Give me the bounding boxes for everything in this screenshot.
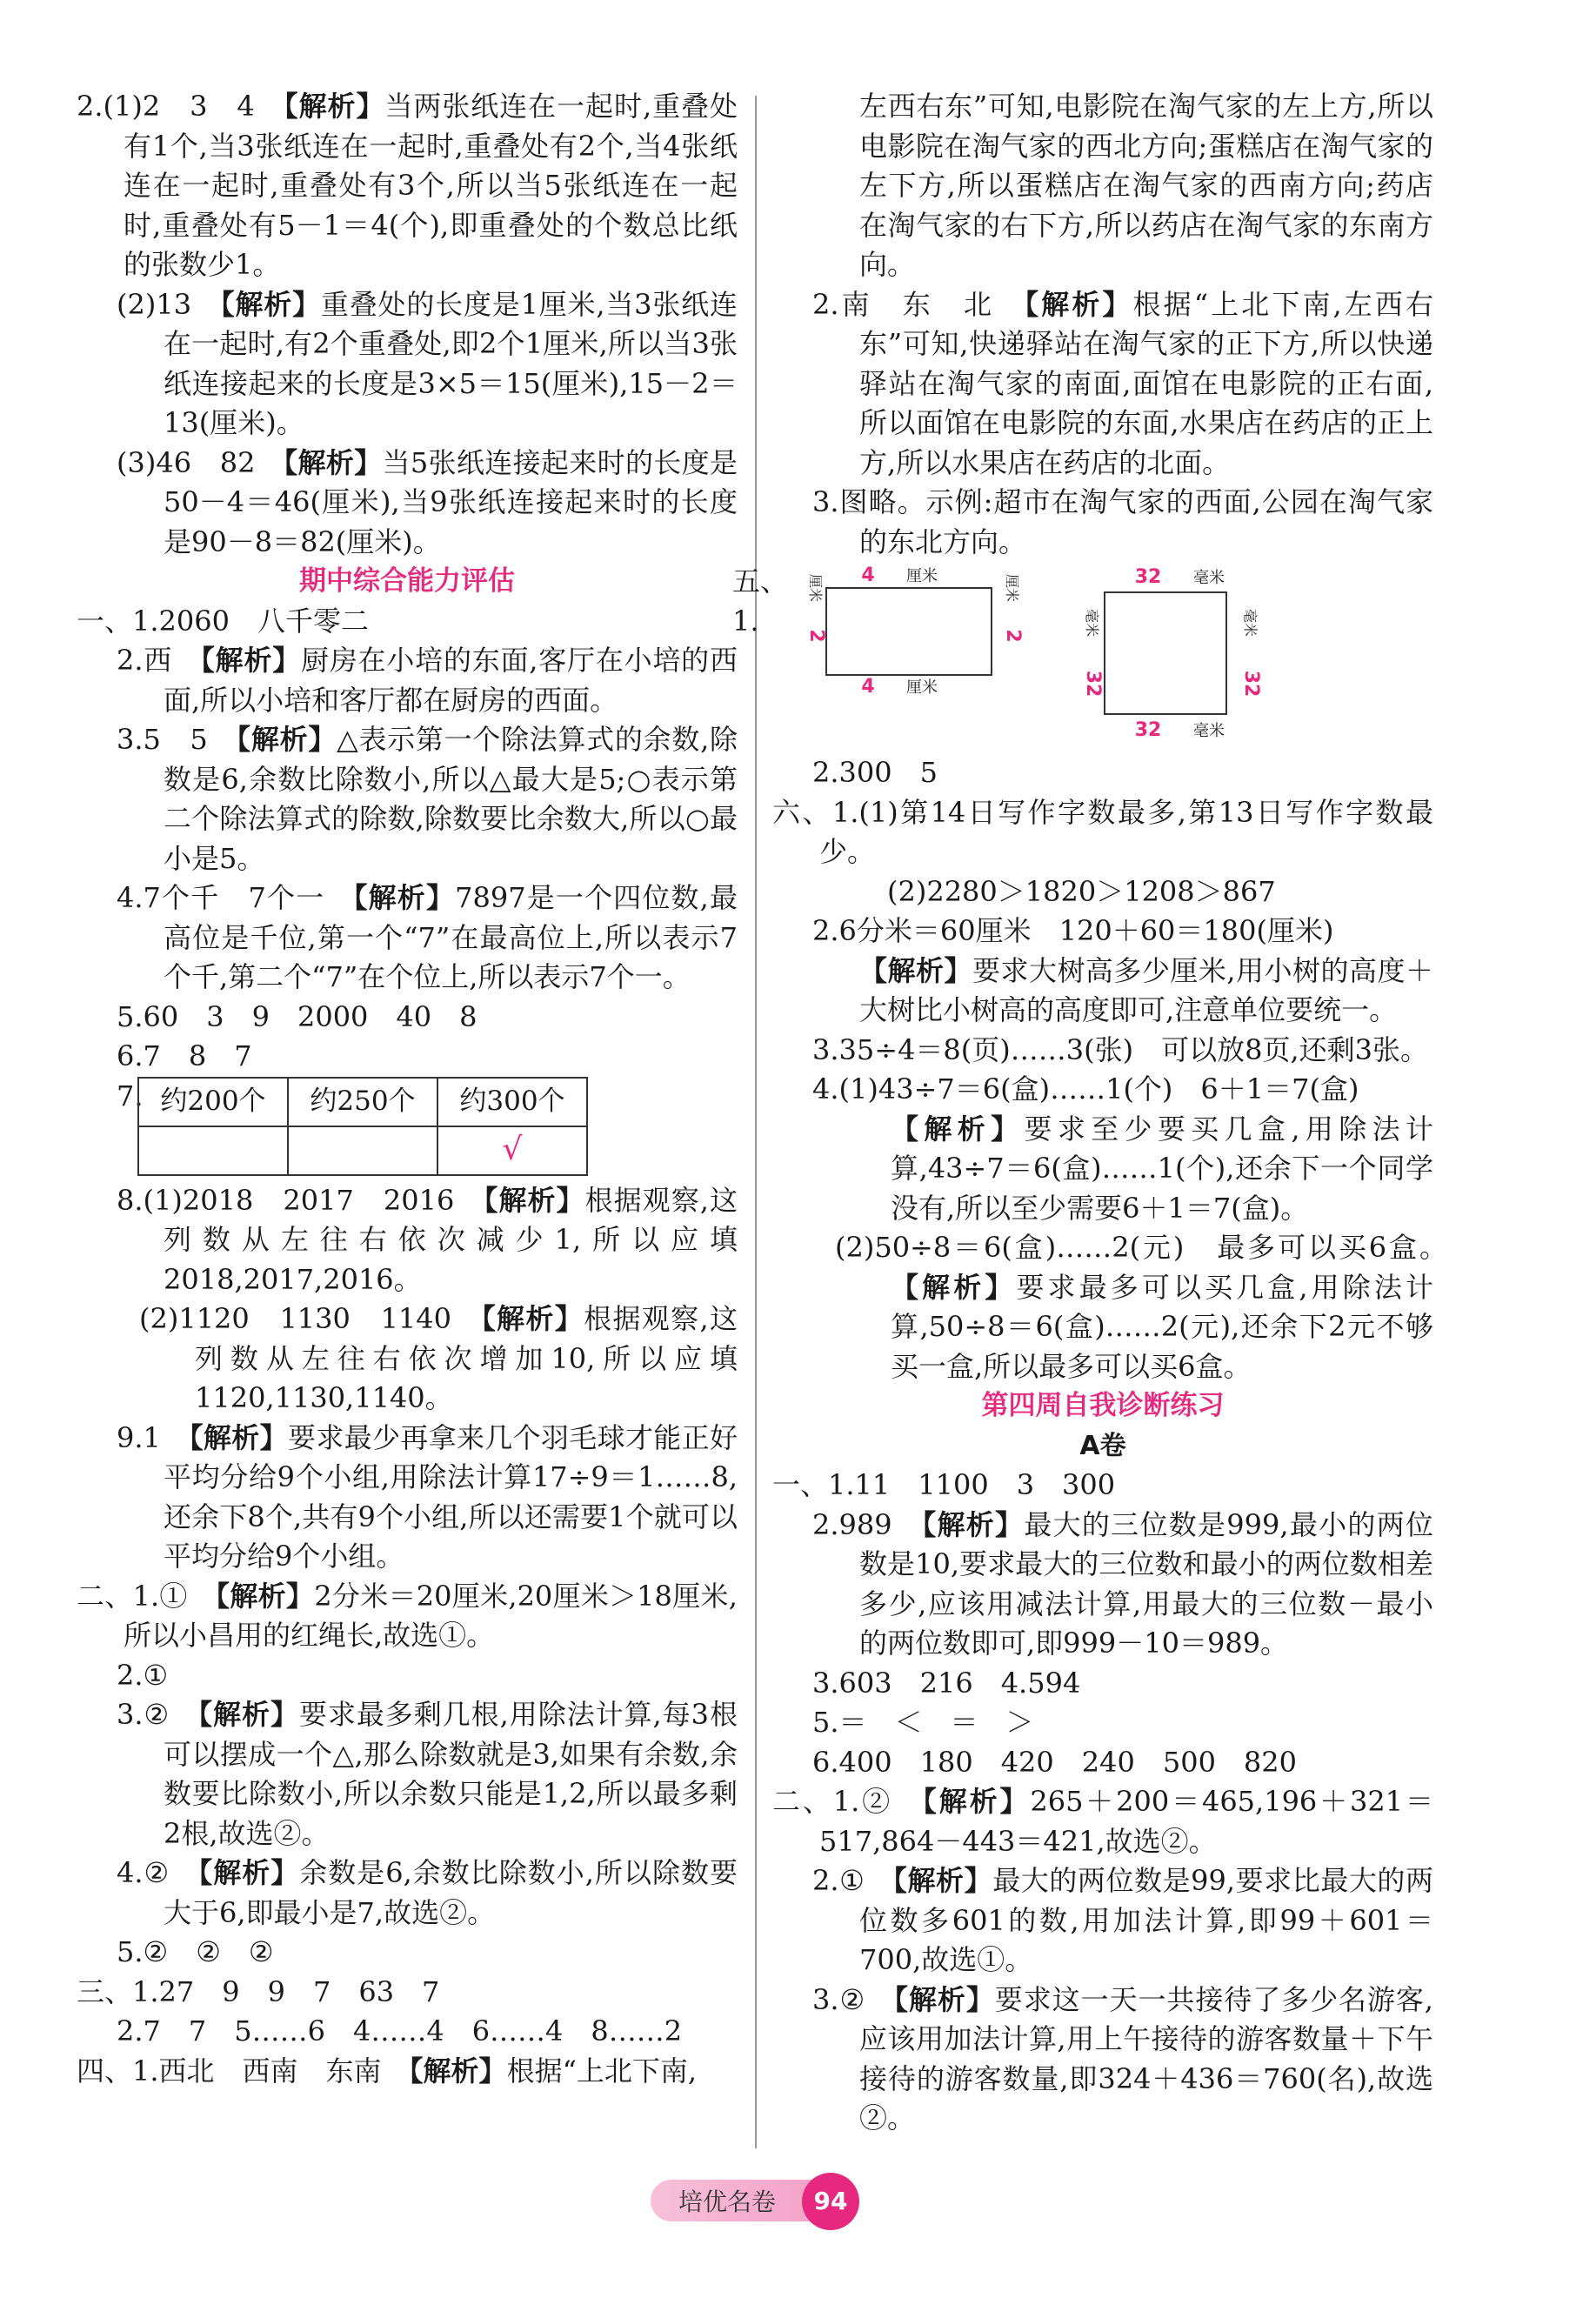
answer-paragraph bbox=[772, 285, 1433, 484]
square-shape bbox=[1105, 592, 1226, 714]
page-footer bbox=[0, 2174, 1596, 2227]
left-column bbox=[77, 87, 738, 2091]
answer-text: 6.7 8 7 bbox=[117, 1039, 252, 1072]
analysis-tag: 【解析】 bbox=[922, 1507, 1025, 1541]
answer-text: (2)1120 1130 1140 bbox=[139, 1302, 482, 1335]
analysis-tag: 【解析】 bbox=[409, 2054, 507, 2088]
answer-text: 根据观察,这列数从左往右依次增加10,所以应填1120,1130,1140。 bbox=[195, 1302, 738, 1414]
answer-paragraph bbox=[772, 1466, 1433, 1506]
answer-text: 3.② bbox=[812, 1982, 895, 2016]
answer-text: 重叠处的长度是1厘米,当3张纸连在一起时,有2个重叠处,即2个1厘米,所以当3张纸连接起来的长度是3×5＝15(厘米),15－2＝13(厘米)。 bbox=[164, 287, 738, 439]
check-mark: √ bbox=[502, 1131, 523, 1167]
answer-text: (2)2280＞1820＞1208＞867 bbox=[859, 874, 1276, 908]
section-heading: 期中综合能力评估 bbox=[299, 565, 515, 597]
answer-paragraph bbox=[77, 998, 738, 1038]
analysis-tag: 【解析】 bbox=[892, 1864, 993, 1897]
estimate-option: 约200个 bbox=[138, 1078, 288, 1126]
answer-text: 最大的三位数是999,最小的两位数是10,要求最大的三位数和最小的两位数相差多少,应该用减法计算,用最大的三位数－最小的两位数即可,即999－10＝989。 bbox=[859, 1507, 1433, 1660]
answer-paragraph bbox=[772, 1506, 1433, 1664]
question-7-block bbox=[77, 1077, 738, 1181]
analysis-tag: 【解析】 bbox=[284, 445, 383, 479]
answer-paragraph bbox=[772, 1110, 1433, 1229]
answer-text: 3.35÷4＝8(页)……3(张) 可以放8页,还剩3张。 bbox=[812, 1032, 1428, 1066]
rectangle-shape bbox=[826, 588, 992, 675]
answer-text: 根据观察,这列数从左往右依次减少1,所以应填2018,2017,2016。 bbox=[164, 1183, 738, 1296]
answer-text: 余数是6,余数比除数小,所以除数要大于6,即最小是7,故选②。 bbox=[164, 1856, 738, 1929]
square-right-length: 32 bbox=[1240, 670, 1262, 698]
answer-paragraph bbox=[77, 602, 738, 642]
answer-paragraph bbox=[77, 1973, 738, 2013]
answer-text: 3.图略。示例:超市在淘气家的西面,公园在淘气家的东北方向。 bbox=[812, 485, 1433, 558]
answer-text: 要求大树高多少厘米,用小树的高度＋大树比小树高的高度即可,注意单位要统一。 bbox=[859, 953, 1433, 1026]
answer-text: 三、1.27 9 9 7 63 7 bbox=[77, 1974, 440, 2008]
square-left-unit: 毫米 bbox=[1084, 608, 1100, 638]
answer-text: 2.7 7 5……6 4……4 6……4 8……2 bbox=[117, 2014, 683, 2047]
answer-paragraph bbox=[77, 1299, 738, 1419]
analysis-tag: 【解析】 bbox=[284, 90, 385, 123]
answer-text: 当5张纸连接起来时的长度是50－4＝46(厘米),当9张纸连接起来时的长度是90－8＝82(厘米)。 bbox=[164, 445, 738, 558]
rect-left-length: 2 bbox=[805, 629, 827, 643]
answer-text: 2.989 bbox=[812, 1507, 923, 1541]
answer-text: 一、1.11 1100 3 300 bbox=[772, 1468, 1116, 1501]
answer-text: 厨房在小培的东面,客厅在小培的西面,所以小培和客厅都在厨房的西面。 bbox=[164, 644, 738, 717]
answer-paragraph bbox=[77, 285, 738, 444]
answer-paragraph bbox=[772, 1743, 1433, 1783]
square-top-length: 32 bbox=[1134, 566, 1162, 588]
answer-text: (3)46 82 bbox=[117, 445, 284, 479]
answer-paragraph bbox=[77, 2052, 738, 2092]
analysis-tag: 【解析】 bbox=[891, 1112, 1025, 1146]
answer-paragraph bbox=[77, 2012, 738, 2052]
estimate-answer-cell bbox=[288, 1126, 437, 1175]
answer-text: 二、1.② bbox=[772, 1785, 923, 1818]
answer-text: 3.603 216 4.594 bbox=[812, 1666, 1081, 1700]
answer-text: 3.5 5 bbox=[117, 723, 237, 756]
answer-paragraph bbox=[772, 912, 1433, 952]
estimate-answer-cell bbox=[138, 1126, 288, 1175]
answer-text: △表示第一个除法算式的余数,除数是6,余数比除数小,所以△最大是5;○表示第二个除法算式的除数,除数要比余数大,所以○最小是5。 bbox=[164, 723, 738, 875]
rect-bottom-unit: 厘米 bbox=[906, 678, 938, 697]
estimate-option: 约250个 bbox=[288, 1078, 437, 1126]
answer-paragraph bbox=[77, 87, 738, 285]
estimate-table bbox=[137, 1077, 588, 1176]
answer-text: 要求至少要买几盒,用除法计算,43÷7＝6(盒)……1(个),还余下一个同学没有,所以至少需要6＋1＝7(盒)。 bbox=[891, 1112, 1433, 1225]
answer-paragraph bbox=[77, 1656, 738, 1696]
answer-text: 6.400 180 420 240 500 820 bbox=[812, 1745, 1298, 1779]
answer-paragraph bbox=[772, 483, 1433, 562]
section-subheading: A卷 bbox=[1079, 1430, 1126, 1461]
estimate-answer-cell bbox=[437, 1126, 587, 1175]
rect-right-length: 2 bbox=[1002, 629, 1024, 643]
answer-paragraph bbox=[772, 87, 1433, 285]
square-bottom-length: 32 bbox=[1134, 719, 1162, 741]
analysis-tag: 【解析】 bbox=[484, 1183, 585, 1217]
answer-text: 8.(1)2018 2017 2016 bbox=[117, 1183, 484, 1217]
analysis-tag: 【解析】 bbox=[216, 1579, 315, 1613]
answer-text: 4.② bbox=[117, 1856, 199, 1889]
answer-text: 2分米＝20厘米,20厘米＞18厘米,所以小昌用的红绳长,故选①。 bbox=[124, 1579, 738, 1652]
figure-block bbox=[732, 562, 1433, 753]
answer-paragraph bbox=[77, 444, 738, 563]
answer-text: 2.300 5 bbox=[812, 756, 938, 789]
answer-paragraph bbox=[77, 1695, 738, 1854]
answer-text: 二、1.① bbox=[77, 1579, 217, 1613]
answer-paragraph bbox=[772, 1782, 1433, 1861]
answer-text: 当两张纸连在一起时,重叠处有1个,当3张纸连在一起时,重叠处有2个,当4张纸连在一起时,重叠处有3个,所以当5张纸连在一起时,重叠处有5－1＝4(个),即重叠处的个数总比纸的张数少1。 bbox=[124, 90, 738, 281]
answer-text: 2.西 bbox=[117, 644, 201, 677]
answer-paragraph bbox=[772, 1070, 1433, 1110]
answer-text: 7897是一个四位数,最高位是千位,第一个“7”在最高位上,所以表示7个千,第二个“7”在个位上,所以表示7个一。 bbox=[164, 881, 738, 993]
analysis-tag: 【解析】 bbox=[859, 953, 972, 987]
answer-paragraph bbox=[77, 1577, 738, 1656]
answer-paragraph bbox=[772, 952, 1433, 1031]
answer-paragraph bbox=[772, 1703, 1433, 1743]
answer-text: 9.1 bbox=[117, 1420, 190, 1454]
analysis-tag: 【解析】 bbox=[200, 644, 302, 677]
page-number: 94 bbox=[802, 2173, 859, 2230]
measurement-figures bbox=[800, 562, 1339, 753]
answer-paragraph bbox=[772, 793, 1433, 872]
answer-text: (2)50÷8＝6(盒)……2(元) 最多可以买6盒。 bbox=[835, 1231, 1461, 1264]
analysis-tag: 【解析】 bbox=[237, 723, 337, 756]
square-bottom-unit: 毫米 bbox=[1193, 722, 1225, 740]
answer-text: 2.① bbox=[812, 1864, 893, 1897]
answer-paragraph bbox=[772, 1228, 1461, 1386]
answer-paragraph bbox=[77, 1933, 738, 1973]
answer-text: 根据“上北下南, bbox=[506, 2054, 698, 2088]
analysis-tag: 【解析】 bbox=[894, 1982, 995, 2016]
answer-text: 4.(1)43÷7＝6(盒)……1(个) 6＋1＝7(盒) bbox=[812, 1072, 1359, 1106]
rect-top-unit: 厘米 bbox=[906, 567, 938, 585]
answer-paragraph bbox=[772, 1664, 1433, 1704]
answer-text: 六、1.(1)第14日写作字数最多,第13日写作字数最少。 bbox=[772, 795, 1433, 868]
analysis-tag: 【解析】 bbox=[481, 1302, 584, 1335]
rect-top-length: 4 bbox=[861, 564, 875, 586]
analysis-tag: 【解析】 bbox=[198, 1856, 300, 1889]
column-divider bbox=[755, 96, 757, 2148]
analysis-tag: 【解析】 bbox=[353, 881, 456, 914]
answer-text: 要求最多可以买几盒,用除法计算,50÷8＝6(盒)……2(元),还余下2元不够买一盒,所以最多可以买6盒。 bbox=[891, 1270, 1433, 1383]
answer-paragraph bbox=[772, 753, 1433, 793]
answer-text: 四、1.西北 西南 东南 bbox=[77, 2054, 410, 2088]
rect-left-unit: 厘米 bbox=[807, 573, 824, 603]
answer-paragraph bbox=[77, 878, 738, 998]
estimate-option: 约300个 bbox=[437, 1078, 587, 1126]
rect-right-unit: 厘米 bbox=[1004, 573, 1020, 603]
question-number: 7. bbox=[117, 1079, 144, 1112]
analysis-tag: 【解析】 bbox=[922, 1785, 1031, 1818]
analysis-tag: 【解析】 bbox=[220, 287, 321, 321]
answer-paragraph bbox=[77, 1181, 738, 1300]
answer-text: 2.① bbox=[117, 1658, 169, 1692]
answer-text: 一、1.2060 八千零二 bbox=[77, 604, 369, 638]
analysis-tag: 【解析】 bbox=[198, 1698, 299, 1731]
answer-paragraph bbox=[772, 1031, 1433, 1071]
answer-text: 要求最多剩几根,用除法计算,每3根可以摆成一个△,那么除数就是3,如果有余数,余数要比除数小,所以余数只能是1,2,所以最多剩2根,故选②。 bbox=[164, 1698, 738, 1850]
answer-text: 5.60 3 9 2000 40 8 bbox=[117, 999, 477, 1033]
analysis-tag: 【解析】 bbox=[1025, 287, 1133, 321]
answer-text: 3.② bbox=[117, 1698, 199, 1731]
right-column bbox=[732, 87, 1461, 2139]
answer-text: 2.(1)2 3 4 bbox=[77, 90, 284, 123]
answer-text: 2.南 东 北 bbox=[812, 287, 1025, 321]
answer-text: 5.＝ ＜ ＝ ＞ bbox=[812, 1706, 1034, 1739]
answer-paragraph bbox=[772, 1861, 1433, 1981]
answer-text: 要求最少再拿来几个羽毛球才能正好平均分给9个小组,用除法计算17÷9＝1……8,还余下8个,共有9个小组,所以还需要1个就可以平均分给9个小组。 bbox=[164, 1420, 738, 1573]
section-heading: 第四周自我诊断练习 bbox=[981, 1390, 1225, 1421]
square-left-length: 32 bbox=[1082, 670, 1104, 698]
answer-text: 根据“上北下南,左西右东”可知,快递驿站在淘气家的正下方,所以快递驿站在淘气家的南面,面馆在电影院的正右面,所以面馆在电影院的东面,水果店在药店的正上方,所以水果店在药店的北面。 bbox=[859, 287, 1433, 479]
answer-paragraph bbox=[772, 872, 1433, 912]
answer-text: 要求这一天一共接待了多少名游客,应该用加法计算,用上午接待的游客数量＋下午接待的游客数量,即324＋436＝760(名),故选②。 bbox=[859, 1982, 1433, 2134]
answer-paragraph bbox=[77, 1037, 738, 1077]
answer-text: 2.6分米＝60厘米 120＋60＝180(厘米) bbox=[812, 914, 1334, 947]
answer-text: 4.7个千 7个一 bbox=[117, 881, 354, 914]
question-label: 五、1. bbox=[732, 564, 789, 638]
brand-name: 培优名卷 bbox=[678, 2188, 777, 2216]
analysis-tag: 【解析】 bbox=[891, 1270, 1017, 1304]
answer-text: (2)13 bbox=[117, 287, 221, 321]
rect-bottom-length: 4 bbox=[861, 676, 875, 698]
answer-text: 最大的两位数是99,要求比最大的两位数多601的数,用加法计算,即99＋601＝700,故选①。 bbox=[859, 1864, 1433, 1976]
answer-text: 左西右东”可知,电影院在淘气家的左上方,所以电影院在淘气家的西北方向;蛋糕店在淘气家的左下方,所以蛋糕店在淘气家的西南方向;药店在淘气家的右下方,所以药店在淘气家的东南方向。 bbox=[859, 90, 1433, 281]
answer-paragraph bbox=[77, 720, 738, 878]
answer-text: 5.② ② ② bbox=[117, 1935, 274, 1968]
answer-paragraph bbox=[77, 1854, 738, 1933]
answer-paragraph bbox=[77, 1419, 738, 1577]
square-right-unit: 毫米 bbox=[1242, 608, 1259, 638]
answer-paragraph bbox=[772, 1981, 1433, 2139]
square-top-unit: 毫米 bbox=[1193, 569, 1225, 587]
analysis-tag: 【解析】 bbox=[189, 1420, 288, 1454]
answer-text: 265＋200＝465,196＋321＝517,864－443＝421,故选②。 bbox=[819, 1785, 1433, 1858]
answer-paragraph bbox=[77, 641, 738, 720]
